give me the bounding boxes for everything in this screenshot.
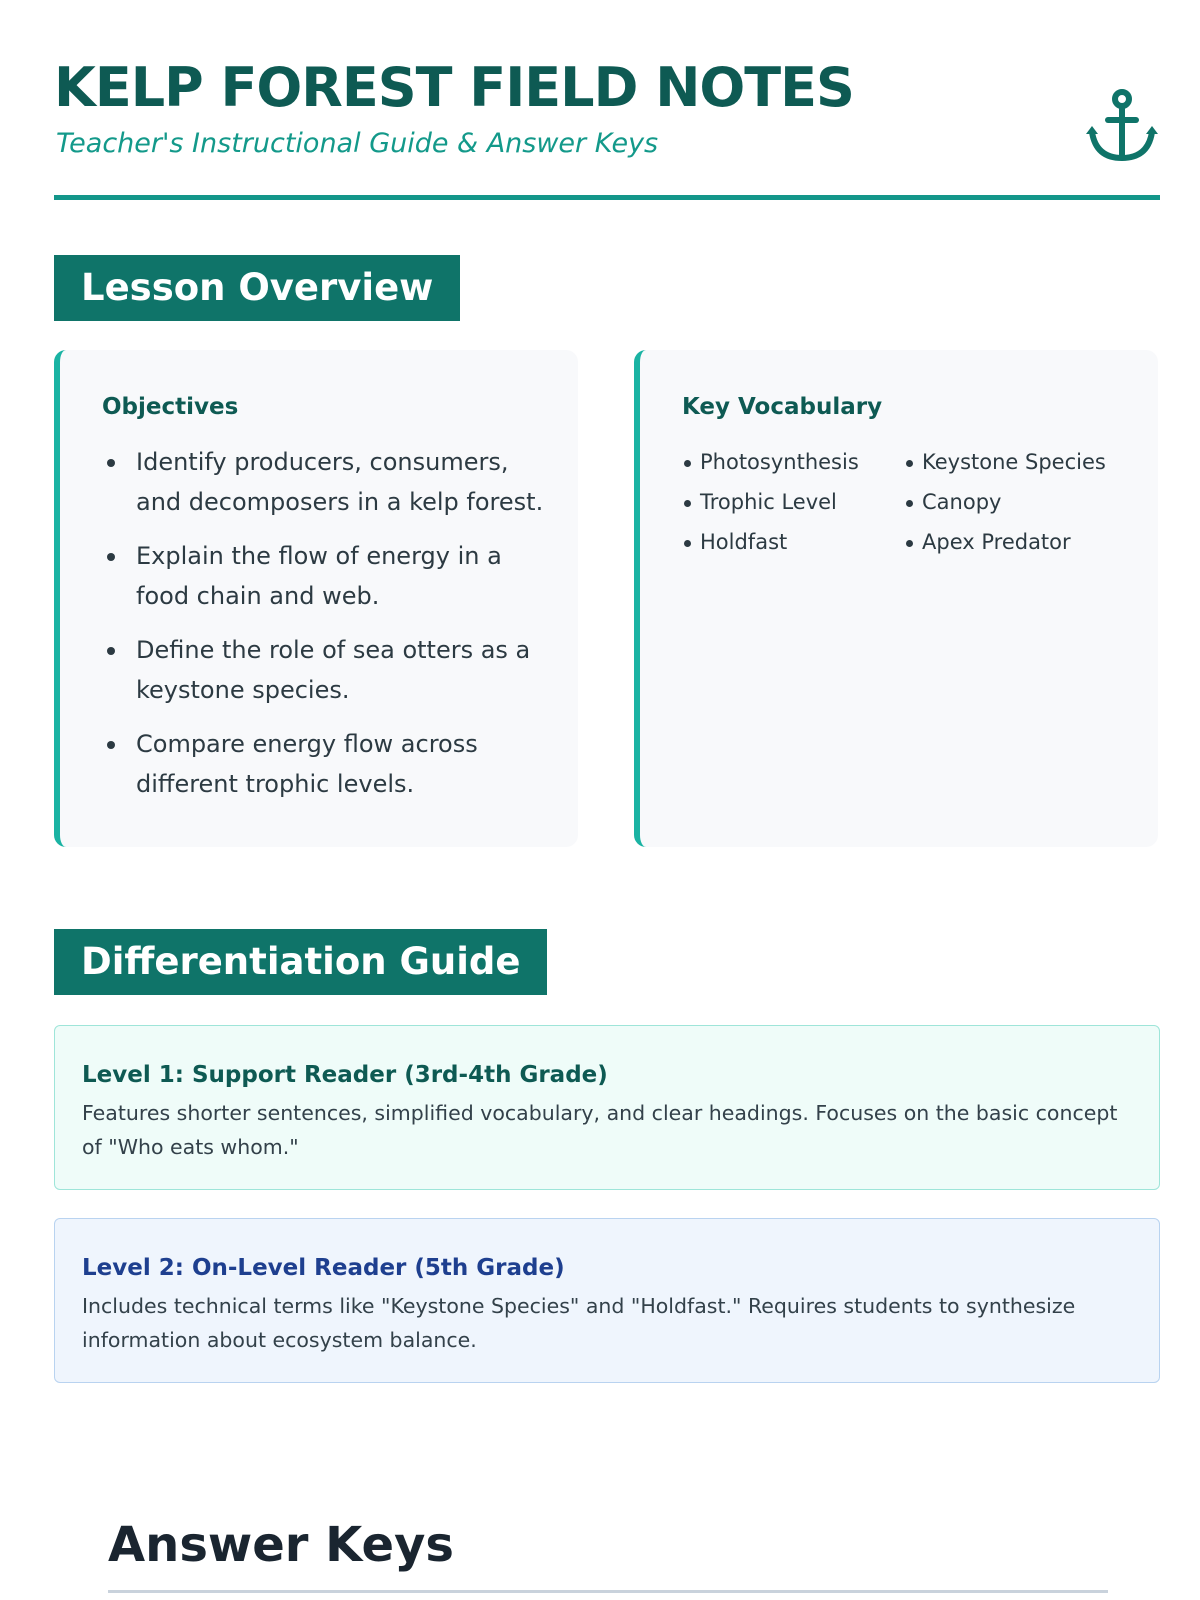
level-1-box bbox=[54, 1025, 1160, 1190]
page-header bbox=[54, 56, 1160, 204]
objectives-list bbox=[102, 442, 552, 818]
vocabulary-item: Trophic Level bbox=[682, 482, 904, 522]
answer-keys-divider bbox=[108, 1590, 1108, 1593]
section-heading-differentiation: Differentiation Guide bbox=[54, 929, 547, 995]
level-2-description: Includes technical terms like "Keystone Species" and "Holdfast." Requires students to synthesize information about ecosystem balance. bbox=[82, 1294, 1076, 1352]
answer-keys-heading: Answer Keys bbox=[108, 1517, 454, 1573]
vocabulary-item: Holdfast bbox=[682, 522, 904, 562]
vocabulary-heading: Key Vocabulary bbox=[682, 394, 883, 420]
page-title: KELP FOREST FIELD NOTES bbox=[54, 56, 854, 119]
vocabulary-item: Keystone Species bbox=[904, 442, 1122, 482]
header-divider bbox=[54, 195, 1160, 200]
objective-item: Compare energy flow across different trophic levels. bbox=[102, 724, 552, 804]
level-1-title: Level 1: Support Reader (3rd-4th Grade) bbox=[82, 1062, 608, 1088]
vocabulary-card bbox=[634, 350, 1158, 847]
vocabulary-item: Canopy bbox=[904, 482, 1122, 522]
objectives-heading: Objectives bbox=[102, 394, 239, 420]
objective-item: Identify producers, consumers, and decomposers in a kelp forest. bbox=[102, 442, 552, 522]
objective-item: Define the role of sea otters as a keystone species. bbox=[102, 630, 552, 710]
level-1-description: Features shorter sentences, simplified vocabulary, and clear headings. Focuses on the basic concept of "Who eats whom." bbox=[82, 1101, 1118, 1159]
anchor-icon bbox=[1086, 88, 1158, 164]
objective-item: Explain the flow of energy in a food chain and web. bbox=[102, 536, 552, 616]
vocabulary-item: Apex Predator bbox=[904, 522, 1122, 562]
vocabulary-list bbox=[682, 442, 1122, 562]
level-2-box bbox=[54, 1218, 1160, 1383]
objectives-card bbox=[54, 350, 578, 847]
vocabulary-item: Photosynthesis bbox=[682, 442, 904, 482]
section-heading-lesson-overview: Lesson Overview bbox=[54, 255, 460, 321]
level-2-title: Level 2: On-Level Reader (5th Grade) bbox=[82, 1255, 565, 1281]
page-subtitle: Teacher's Instructional Guide & Answer Keys bbox=[56, 128, 659, 159]
